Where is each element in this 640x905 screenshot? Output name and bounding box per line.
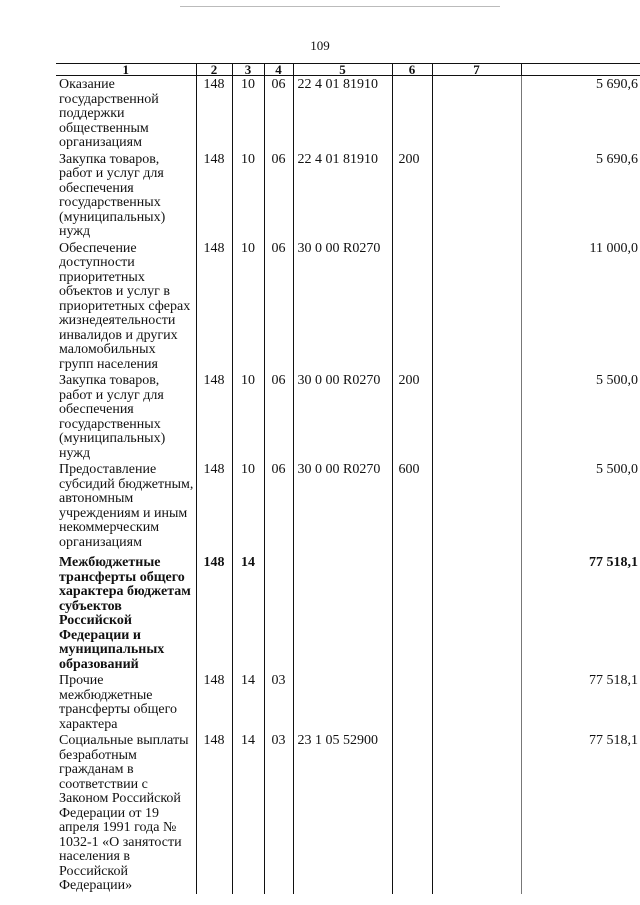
row-rz: 10 [232, 372, 264, 461]
row-csr: 30 0 00 R0270 [293, 240, 392, 373]
table-body [56, 76, 640, 894]
row-rz: 10 [232, 151, 264, 240]
row-vr: 600 [392, 461, 432, 554]
table-row [56, 240, 640, 373]
row-sum: 5 690,6 [521, 76, 640, 151]
header-col-4: 4 [264, 64, 293, 76]
row-sum: 11 000,0 [521, 240, 640, 373]
table-header-row [56, 64, 640, 76]
header-col-2: 2 [196, 64, 232, 76]
row-sum: 5 500,0 [521, 461, 640, 554]
row-rz: 10 [232, 240, 264, 373]
row-vr: 200 [392, 151, 432, 240]
table-row [56, 372, 640, 461]
page-number: 109 [310, 38, 330, 53]
row-csr: 22 4 01 81910 [293, 151, 392, 240]
header-col-8 [521, 64, 640, 76]
row-ved: 148 [196, 151, 232, 240]
row-empty [432, 76, 521, 151]
row-name: Оказание государственной поддержки общественным организациям [59, 77, 159, 150]
row-rz: 10 [232, 76, 264, 151]
row-rz: 14 [232, 554, 264, 672]
row-sum: 77 518,1 [521, 672, 640, 732]
row-pr: 06 [264, 372, 293, 461]
row-empty [432, 240, 521, 373]
row-empty [432, 672, 521, 732]
row-ved: 148 [196, 372, 232, 461]
header-col-5: 5 [293, 64, 392, 76]
row-vr [392, 554, 432, 672]
row-empty [432, 151, 521, 240]
row-rz: 14 [232, 732, 264, 894]
row-sum: 5 690,6 [521, 151, 640, 240]
row-ved: 148 [196, 461, 232, 554]
row-name: Социальные выплаты безработным гражданам в соответствии с Законом Российской Федерации от 19 апреля 1991 года № 1032-1 «О занятости населения в Российской Федерации» [59, 733, 189, 893]
row-name: Прочие межбюджетные трансферты общего характера [59, 673, 178, 732]
row-pr: 06 [264, 240, 293, 373]
row-vr: 200 [392, 372, 432, 461]
row-ved: 148 [196, 554, 232, 672]
header-col-6: 6 [392, 64, 432, 76]
row-vr [392, 672, 432, 732]
row-ved: 148 [196, 672, 232, 732]
row-ved: 148 [196, 732, 232, 894]
row-ved: 148 [196, 240, 232, 373]
row-vr [392, 76, 432, 151]
table-row [56, 672, 640, 732]
table-row [56, 554, 640, 672]
table-row [56, 151, 640, 240]
row-sum: 77 518,1 [521, 554, 640, 672]
table-row [56, 461, 640, 554]
row-rz: 10 [232, 461, 264, 554]
row-rz: 14 [232, 672, 264, 732]
row-vr [392, 240, 432, 373]
row-pr: 03 [264, 732, 293, 894]
row-empty [432, 732, 521, 894]
row-pr: 03 [264, 672, 293, 732]
row-name: Закупка товаров, работ и услуг для обеспечения государственных (муниципальных) нужд [59, 151, 166, 239]
row-csr: 22 4 01 81910 [293, 76, 392, 151]
row-csr [293, 672, 392, 732]
row-name: Закупка товаров, работ и услуг для обеспечения государственных (муниципальных) нужд [59, 373, 166, 461]
row-csr: 23 1 05 52900 [293, 732, 392, 894]
row-empty [432, 461, 521, 554]
header-col-1: 1 [56, 64, 196, 76]
row-ved: 148 [196, 76, 232, 151]
budget-table [56, 63, 640, 894]
row-name: Предоставление субсидий бюджетным, автономным учреждениям и иным некоммерческим организациям [59, 462, 194, 550]
row-sum: 5 500,0 [521, 372, 640, 461]
row-name: Межбюджетные трансферты общего характера бюджетам субъектов Российской Федерации и муниципальных образований [59, 555, 191, 672]
row-csr [293, 554, 392, 672]
row-pr [264, 554, 293, 672]
table-row [56, 76, 640, 151]
row-pr: 06 [264, 151, 293, 240]
row-pr: 06 [264, 76, 293, 151]
row-empty [432, 372, 521, 461]
row-sum: 77 518,1 [521, 732, 640, 894]
row-vr [392, 732, 432, 894]
header-col-7: 7 [432, 64, 521, 76]
row-empty [432, 554, 521, 672]
header-col-3: 3 [232, 64, 264, 76]
table-row [56, 732, 640, 894]
top-edge-mark [180, 6, 500, 7]
row-csr: 30 0 00 R0270 [293, 461, 392, 554]
row-name: Обеспечение доступности приоритетных объектов и услуг в приоритетных сферах жизнедеятельности инвалидов и других маломобильных групп населения [59, 240, 191, 372]
row-pr: 06 [264, 461, 293, 554]
row-csr: 30 0 00 R0270 [293, 372, 392, 461]
